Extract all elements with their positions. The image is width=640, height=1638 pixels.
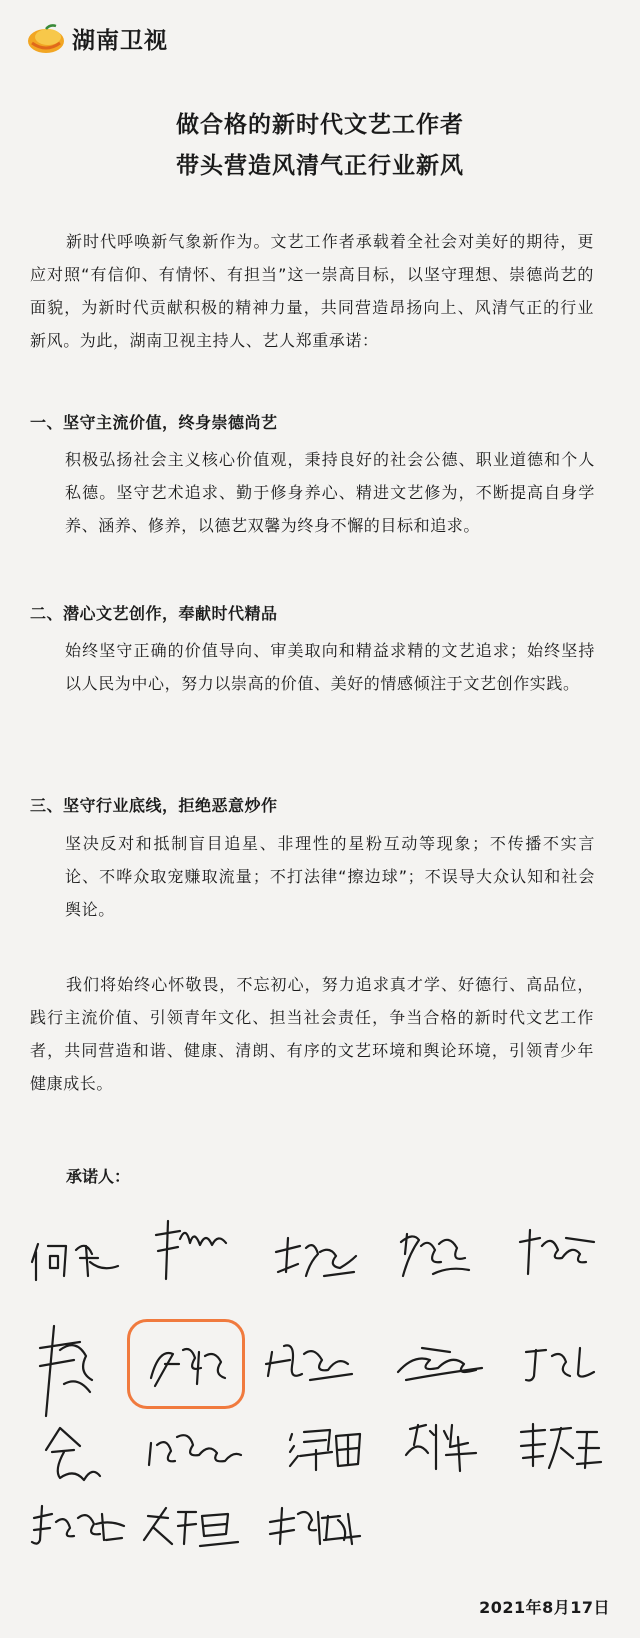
signature-15 — [515, 1418, 605, 1478]
signature-3 — [270, 1232, 360, 1287]
mango-logo-icon — [26, 23, 66, 55]
signature-5 — [510, 1224, 600, 1284]
station-logo — [26, 22, 168, 55]
signing-date: 2021年8月17日 — [479, 1598, 610, 1617]
signature-16 — [30, 1500, 130, 1555]
signature-11 — [40, 1420, 110, 1490]
section-body-1: 积极弘扬社会主义核心价值观，秉持良好的社会公德、职业道德和个人私德。坚守艺术追求、勤于修身养心、精进文艺修为，不断提高自身学养、涵养、修养，以德艺双馨为终身不懈的目标和追求。 — [65, 450, 595, 535]
signature-highlight-box — [127, 1319, 245, 1409]
signature-13 — [286, 1420, 366, 1475]
signature-6 — [34, 1320, 104, 1420]
signature-9 — [392, 1338, 487, 1388]
signature-2 — [150, 1215, 240, 1285]
signature-18 — [264, 1500, 364, 1555]
signature-1 — [28, 1232, 128, 1287]
signature-10 — [520, 1340, 600, 1388]
closing-paragraph: 我们将始终心怀敬畏，不忘初心，努力追求真才学、好德行、高品位，践行主流价值、引领青年文化、担当社会责任，争当合格的新时代文艺工作者，共同营造和谐、健康、清朗、有序的文艺环境和舆论环境，引领青少年健康成长。 — [30, 975, 594, 1093]
signature-8 — [262, 1336, 357, 1391]
intro-paragraph: 新时代呼唤新气象新作为。文艺工作者承载着全社会对美好的期待，更应对照“有信仰、有情怀、有担当”这一崇高目标，以坚守理想、崇德尚艺的面貌，为新时代贡献积极的精神力量，共同营造昂扬向上、风清气正的行业新风。为此，湖南卫视主持人、艺人郑重承诺： — [30, 232, 594, 350]
signature-4 — [395, 1224, 475, 1289]
doc-title-line2: 带头营造风清气正行业新风 — [176, 153, 464, 179]
signature-12 — [145, 1425, 245, 1475]
signature-17 — [138, 1500, 248, 1555]
section-body-3: 坚决反对和抵制盲目追星、非理性的星粉互动等现象；不传播不实言论、不哗众取宠赚取流量；不打法律“擦边球”；不误导大众认知和社会舆论。 — [65, 834, 595, 919]
doc-title-line1: 做合格的新时代文艺工作者 — [176, 112, 464, 138]
signature-14 — [400, 1415, 480, 1475]
logo-text: 湖南卫视 — [72, 28, 168, 54]
section-heading-3: 三、坚守行业底线，拒绝恶意炒作 — [30, 796, 278, 815]
section-heading-2: 二、潜心文艺创作，奉献时代精品 — [30, 604, 278, 623]
signers-label: 承诺人： — [66, 1167, 131, 1186]
section-body-2: 始终坚守正确的价值导向、审美取向和精益求精的文艺追求；始终坚持以人民为中心，努力以崇高的价值、美好的情感倾注于文艺创作实践。 — [65, 641, 595, 693]
section-heading-1: 一、坚守主流价值，终身崇德尚艺 — [30, 413, 278, 432]
